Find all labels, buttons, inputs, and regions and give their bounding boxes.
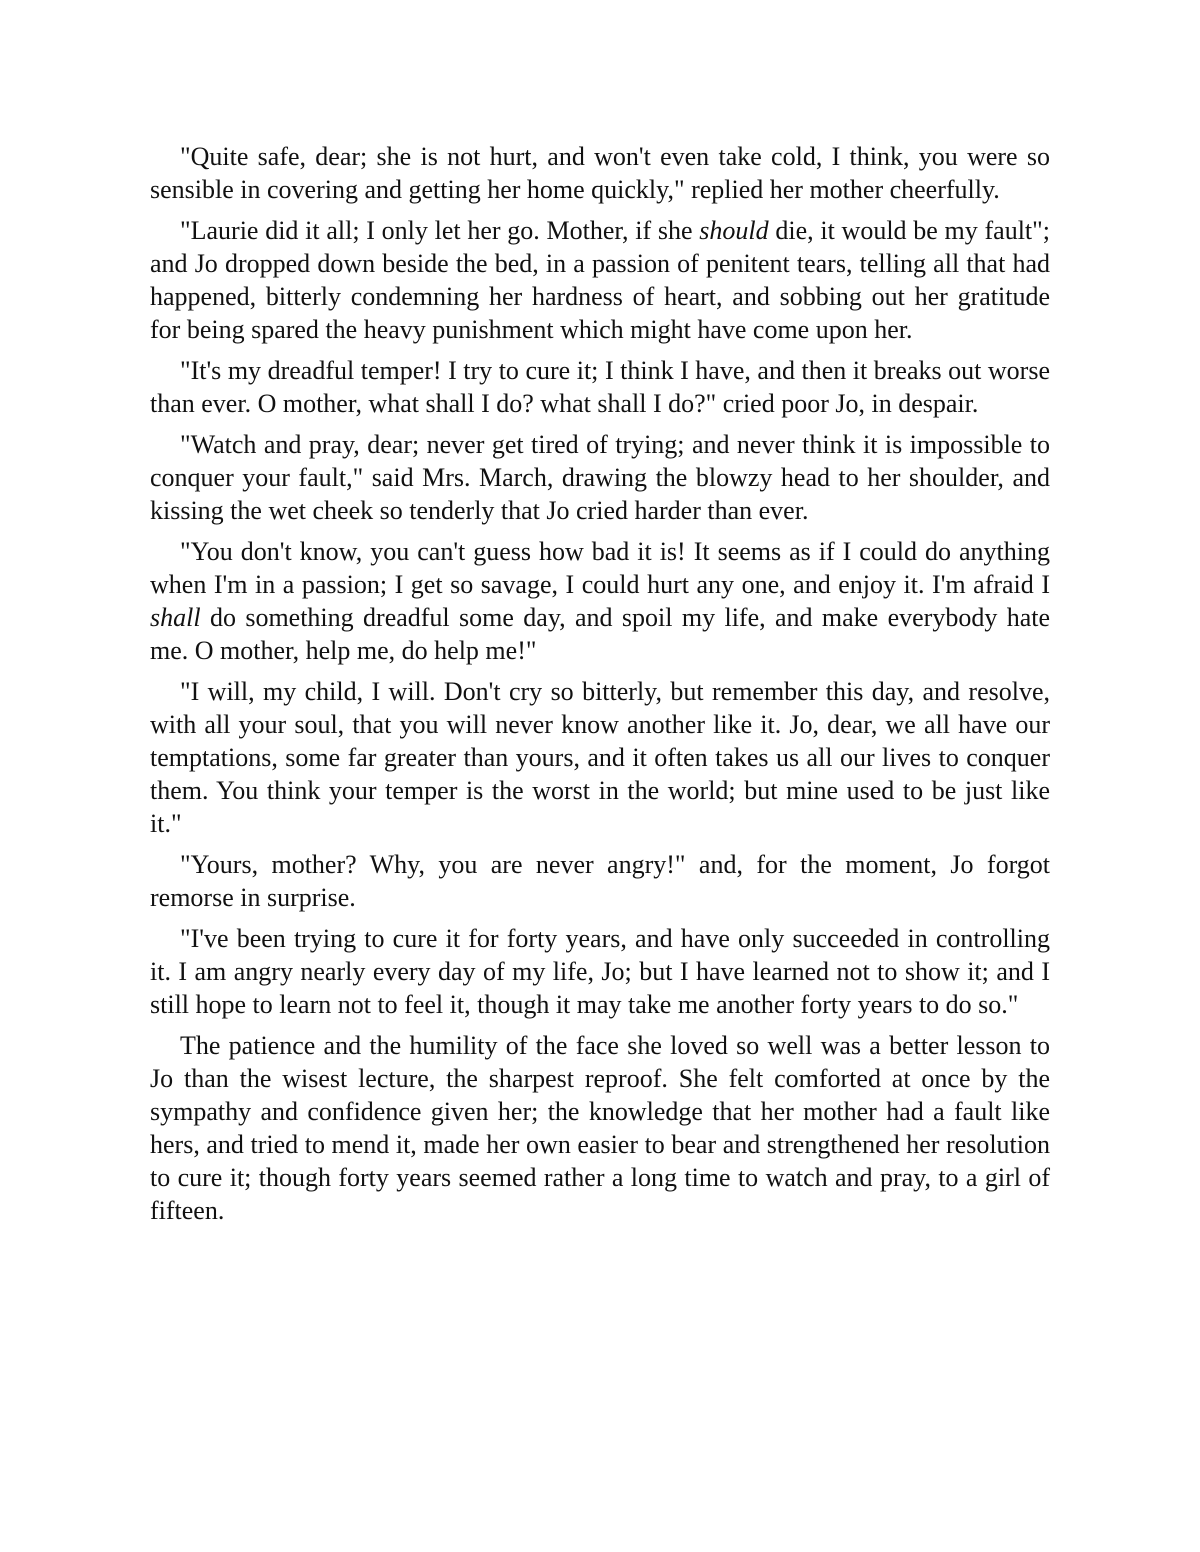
paragraph xyxy=(150,1029,1050,1227)
paragraph xyxy=(150,140,1050,206)
paragraph-text: "I will, my child, I will. Don't cry so bitterly, but remember this day, and resolve, with all your soul, that you will never know another like it. Jo, dear, we all have our temptations, some far greater than yours, and it often takes us all our lives to conquer them. You think your temper is the worst in the world; but mine used to be just like it." xyxy=(150,677,1050,838)
paragraph-text: "Quite safe, dear; she is not hurt, and won't even take cold, I think, you were so sensible in covering and getting her home quickly," replied her mother cheerfully. xyxy=(150,142,1050,204)
paragraph-text: do something dreadful some day, and spoil my life, and make everybody hate me. O mother, help me, do help me!" xyxy=(150,603,1050,665)
paragraph xyxy=(150,428,1050,527)
paragraph-text: The patience and the humility of the face she loved so well was a better lesson to Jo than the wisest lecture, the sharpest reproof. She felt comforted at once by the sympathy and confidence given her; the knowledge that her mother had a fault like hers, and tried to mend it, made her own easier to bear and strengthened her resolution to cure it; though forty years seemed rather a long time to watch and pray, to a girl of fifteen. xyxy=(150,1031,1050,1225)
document-page xyxy=(150,140,1050,1235)
paragraph-text: "Yours, mother? Why, you are never angry!" and, for the moment, Jo forgot remorse in surprise. xyxy=(150,850,1050,912)
paragraph-text: "I've been trying to cure it for forty years, and have only succeeded in controlling it. I am angry nearly every day of my life, Jo; but I have learned not to show it; and I still hope to learn not to feel it, though it may take me another forty years to do so." xyxy=(150,924,1050,1019)
paragraph-text: die, it would be my fault"; and Jo dropped down beside the bed, in a passion of penitent tears, telling all that had happened, bitterly condemning her hardness of heart, and sobbing out her gratitude for being spared the heavy punishment which might have come upon her. xyxy=(150,216,1050,344)
paragraph xyxy=(150,675,1050,840)
paragraph xyxy=(150,214,1050,346)
paragraph xyxy=(150,848,1050,914)
paragraph xyxy=(150,535,1050,667)
paragraph-text: "Laurie did it all; I only let her go. Mother, if she xyxy=(180,216,700,245)
paragraph-text: "You don't know, you can't guess how bad it is! It seems as if I could do anything when I'm in a passion; I get so savage, I could hurt any one, and enjoy it. I'm afraid I xyxy=(150,537,1050,599)
emphasized-text: shall xyxy=(150,603,201,632)
paragraph-text: "It's my dreadful temper! I try to cure it; I think I have, and then it breaks out worse than ever. O mother, what shall I do? what shall I do?" cried poor Jo, in despair. xyxy=(150,356,1050,418)
paragraph-text: "Watch and pray, dear; never get tired of trying; and never think it is impossible to conquer your fault," said Mrs. March, drawing the blowzy head to her shoulder, and kissing the wet cheek so tenderly that Jo cried harder than ever. xyxy=(150,430,1050,525)
paragraph xyxy=(150,354,1050,420)
paragraph xyxy=(150,922,1050,1021)
emphasized-text: should xyxy=(699,216,769,245)
